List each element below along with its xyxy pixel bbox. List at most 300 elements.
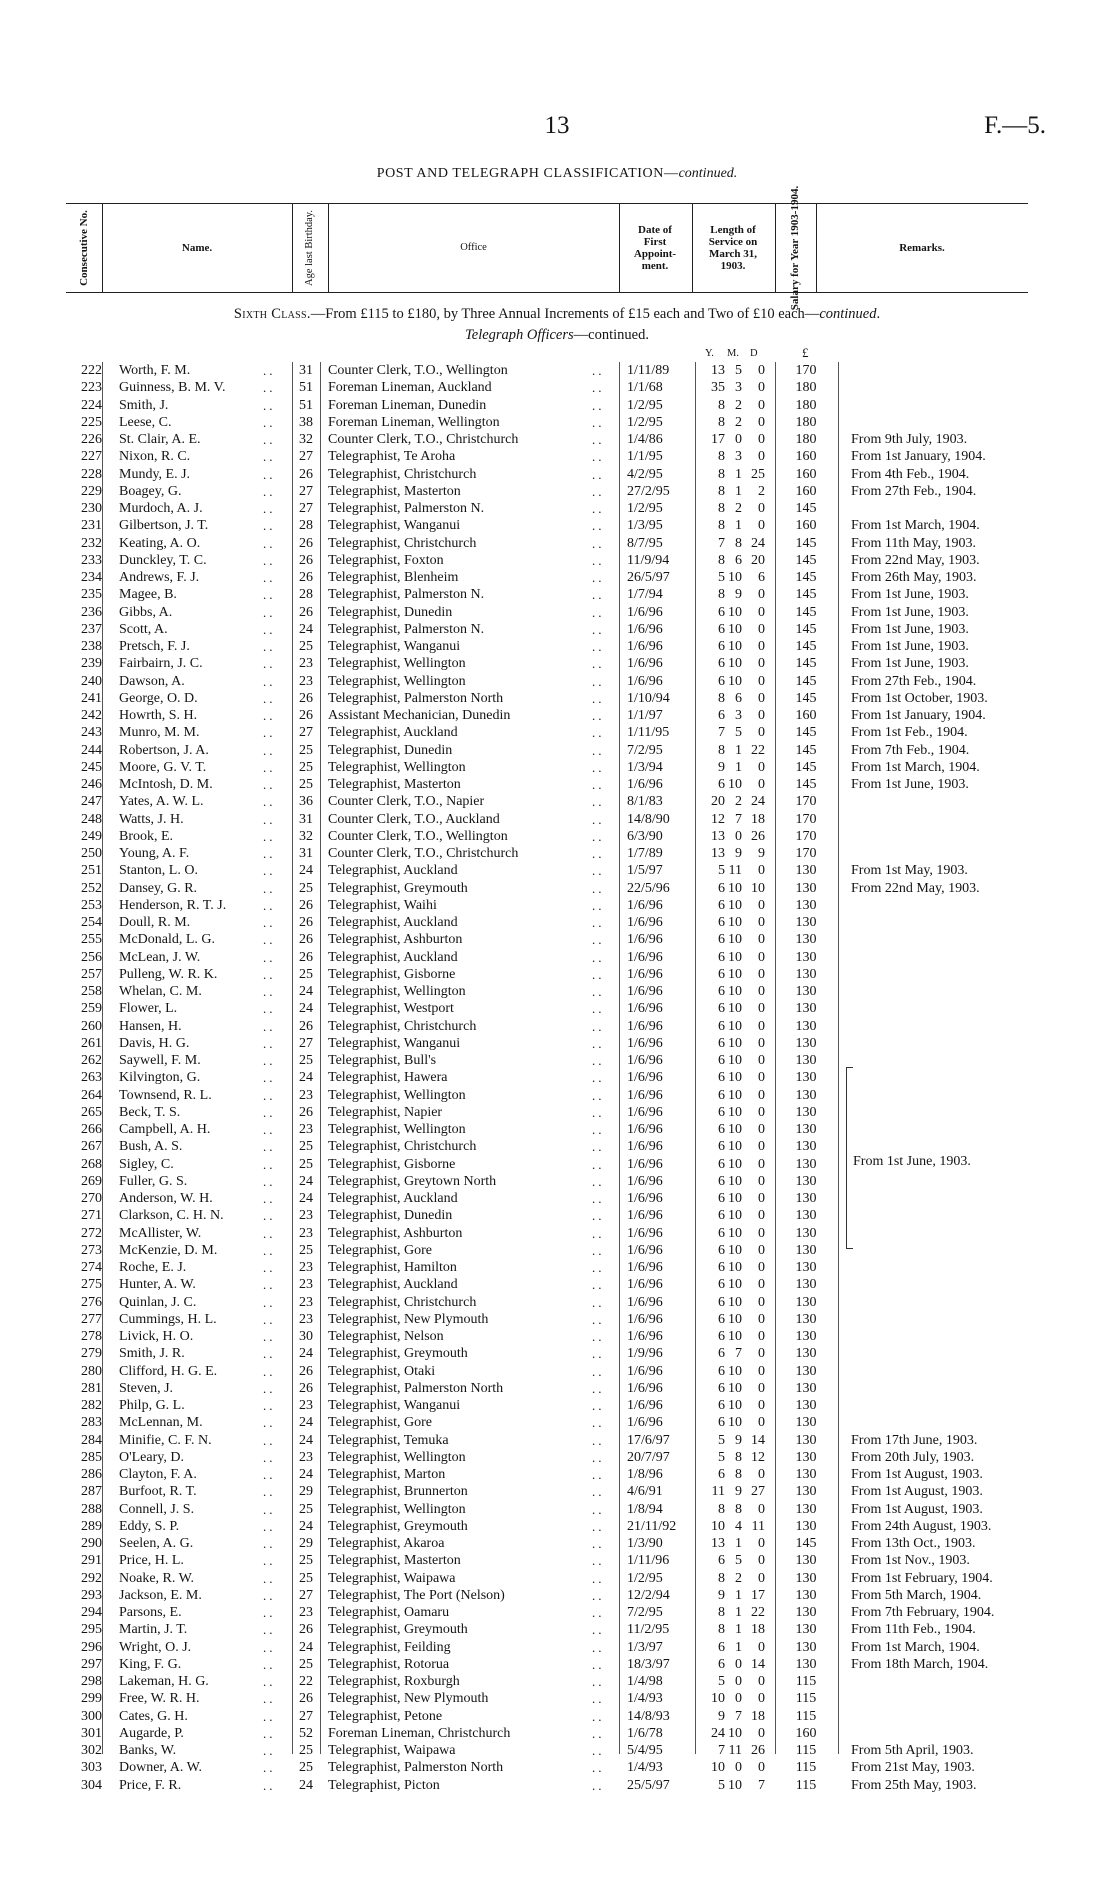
cell-office: Telegraphist, Te Aroha (328, 449, 456, 465)
cell-office: Telegraphist, Blenheim (328, 570, 459, 585)
cell-days: 0 (758, 1674, 765, 1689)
leader-dots: .. (263, 1708, 276, 1724)
cell-age: 24 (299, 1415, 313, 1431)
cell-name: Price, H. L. (119, 1553, 184, 1569)
table-row (0, 1294, 1114, 1311)
cell-name: Saywell, F. M. (119, 1053, 201, 1068)
table-row (0, 1725, 1114, 1742)
cell-age: 25 (299, 1501, 313, 1517)
cell-name: Pulleng, W. R. K. (119, 966, 218, 982)
cell-number: 222 (81, 363, 102, 378)
cell-salary: 160 (795, 466, 817, 482)
cell-years: 6 (718, 1173, 725, 1189)
cell-office: Telegraphist, New Plymouth (328, 1311, 489, 1327)
cell-salary: 145 (795, 777, 817, 792)
cell-days: 0 (758, 897, 765, 913)
cell-years: 6 (718, 621, 725, 637)
cell-months: 10 (728, 621, 742, 637)
cell-years: 5 (718, 1449, 725, 1465)
cell-number: 258 (81, 984, 102, 999)
cell-days: 0 (758, 1018, 765, 1034)
leader-dots: .. (592, 811, 605, 827)
cell-date: 5/4/95 (627, 1743, 663, 1758)
leader-dots: .. (263, 414, 276, 430)
table-row (0, 1414, 1114, 1431)
cell-days: 0 (758, 725, 765, 741)
cell-name: Minifie, C. F. N. (119, 1432, 212, 1448)
cell-number: 252 (81, 880, 102, 896)
table-row (0, 1173, 1114, 1190)
cell-number: 295 (81, 1622, 102, 1638)
cell-age: 30 (299, 1329, 313, 1344)
cell-years: 13 (711, 846, 725, 861)
table-row (0, 673, 1114, 690)
cell-name: St. Clair, A. E. (119, 432, 201, 447)
cell-years: 6 (718, 1104, 725, 1120)
cell-remarks: From 1st Feb., 1904. (851, 725, 968, 741)
cell-name: Martin, J. T. (119, 1622, 188, 1638)
cell-age: 29 (299, 1536, 313, 1551)
cell-office: Telegraphist, Auckland (328, 949, 458, 965)
cell-name: Worth, F. M. (119, 363, 191, 378)
table-row (0, 897, 1114, 914)
cell-days: 0 (758, 949, 765, 965)
cell-salary: 130 (795, 1035, 817, 1051)
cell-salary: 145 (795, 690, 817, 706)
cell-months: 0 (735, 1674, 742, 1689)
cell-office: Telegraphist, Petone (328, 1708, 443, 1724)
cell-months: 10 (728, 1311, 742, 1327)
leader-dots: .. (592, 1260, 605, 1275)
cell-name: Free, W. R. H. (119, 1691, 200, 1707)
leader-dots: .. (592, 1432, 605, 1448)
cell-name: Fairbairn, J. C. (119, 656, 203, 672)
cell-years: 6 (718, 1242, 725, 1258)
table-row (0, 1000, 1114, 1017)
cell-name: Scott, A. (119, 621, 168, 637)
leader-dots: .. (263, 466, 276, 482)
cell-age: 23 (299, 656, 313, 672)
cell-remarks: From 27th Feb., 1904. (851, 483, 977, 499)
cell-age: 23 (299, 1260, 313, 1275)
cell-office: Telegraphist, Masterton (328, 1553, 461, 1569)
cell-age: 24 (299, 1001, 313, 1017)
cell-date: 1/6/96 (627, 1104, 663, 1120)
cell-number: 288 (81, 1501, 102, 1517)
table-row (0, 914, 1114, 931)
cell-number: 228 (81, 466, 102, 482)
cell-number: 224 (81, 397, 102, 413)
cell-days: 0 (758, 1363, 765, 1379)
cell-name: Burfoot, R. T. (119, 1484, 197, 1500)
cell-remarks: From 1st August, 1903. (851, 1484, 983, 1500)
cell-years: 6 (718, 1156, 725, 1172)
cell-number: 303 (81, 1760, 102, 1776)
cell-salary: 130 (795, 1656, 817, 1672)
table-row (0, 638, 1114, 655)
cell-number: 291 (81, 1553, 102, 1569)
cell-months: 10 (728, 932, 742, 948)
cell-name: Magee, B. (119, 587, 177, 603)
cell-number: 268 (81, 1156, 102, 1172)
cell-salary: 160 (795, 518, 817, 534)
cell-date: 1/6/96 (627, 1191, 663, 1206)
cell-office: Counter Clerk, T.O., Christchurch (328, 846, 519, 861)
cell-name: Kilvington, G. (119, 1070, 201, 1086)
table-row (0, 1225, 1114, 1242)
cell-salary: 170 (795, 846, 817, 861)
cell-office: Telegraphist, Greymouth (328, 1518, 468, 1534)
leader-dots: .. (592, 1725, 605, 1741)
leader-dots: .. (263, 1674, 276, 1689)
table-row (0, 414, 1114, 431)
leader-dots: .. (592, 1156, 605, 1172)
table-row (0, 1052, 1114, 1069)
cell-days: 0 (758, 363, 765, 378)
leader-dots: .. (592, 1173, 605, 1189)
cell-age: 23 (299, 1449, 313, 1465)
cell-date: 8/1/83 (627, 794, 663, 810)
cell-number: 251 (81, 863, 102, 879)
cell-date: 1/6/96 (627, 656, 663, 672)
cell-name: Moore, G. V. T. (119, 759, 207, 775)
leader-dots: .. (263, 449, 276, 465)
cell-months: 1 (735, 1639, 742, 1655)
cell-number: 294 (81, 1605, 102, 1620)
cell-days: 0 (758, 777, 765, 792)
leader-dots: .. (263, 1329, 276, 1344)
cell-days: 0 (758, 932, 765, 948)
leader-dots: .. (592, 863, 605, 879)
cell-name: Campbell, A. H. (119, 1122, 211, 1137)
cell-days: 0 (758, 380, 765, 396)
cell-date: 1/6/96 (627, 1398, 663, 1413)
cell-age: 31 (299, 811, 313, 827)
leader-dots: .. (263, 1104, 276, 1120)
cell-salary: 130 (795, 1415, 817, 1431)
cell-office: Telegraphist, Wanganui (328, 1398, 461, 1413)
cell-name: Munro, M. M. (119, 725, 200, 741)
cell-years: 6 (718, 673, 725, 689)
cell-number: 243 (81, 725, 102, 741)
cell-remarks: From 1st June, 1903. (851, 639, 969, 654)
cell-date: 1/8/94 (627, 1501, 663, 1517)
cell-number: 261 (81, 1035, 102, 1051)
cell-number: 285 (81, 1449, 102, 1465)
cell-remarks: From 1st January, 1904. (851, 449, 986, 465)
cell-age: 26 (299, 1380, 313, 1396)
cell-days: 0 (758, 501, 765, 516)
table-row (0, 1190, 1114, 1207)
leader-dots: .. (263, 725, 276, 741)
cell-number: 304 (81, 1777, 102, 1793)
cell-date: 1/3/90 (627, 1536, 663, 1551)
cell-name: Stanton, L. O. (119, 863, 198, 879)
table-row (0, 966, 1114, 983)
cell-name: Andrews, F. J. (119, 570, 200, 585)
leader-dots: .. (263, 1656, 276, 1672)
cell-name: Young, A. F. (119, 846, 190, 861)
table-row (0, 1518, 1114, 1535)
cell-name: George, O. D. (119, 690, 198, 706)
cell-date: 1/6/96 (627, 1415, 663, 1431)
leader-dots: .. (592, 1122, 605, 1137)
cell-date: 1/6/96 (627, 915, 663, 930)
table-row (0, 1121, 1114, 1138)
cell-number: 277 (81, 1311, 102, 1327)
table-row (0, 776, 1114, 793)
leader-dots: .. (263, 639, 276, 654)
cell-years: 6 (718, 1053, 725, 1068)
leader-dots: .. (592, 1639, 605, 1655)
table-row (0, 1621, 1114, 1638)
cell-age: 25 (299, 1743, 313, 1758)
cell-date: 1/6/96 (627, 984, 663, 999)
table-row (0, 1466, 1114, 1483)
cell-months: 1 (735, 483, 742, 499)
cell-office: Telegraphist, Christchurch (328, 1018, 477, 1034)
cell-days: 0 (758, 1277, 765, 1293)
table-row (0, 448, 1114, 465)
cell-days: 0 (758, 1208, 765, 1224)
cell-age: 23 (299, 1398, 313, 1413)
cell-days: 0 (758, 1225, 765, 1241)
cell-months: 10 (728, 1363, 742, 1379)
cell-number: 301 (81, 1725, 102, 1741)
leader-dots: .. (263, 1191, 276, 1206)
cell-age: 24 (299, 863, 313, 879)
cell-months: 1 (735, 1605, 742, 1620)
table-row (0, 1242, 1114, 1259)
leader-dots: .. (592, 794, 605, 810)
cell-age: 24 (299, 1346, 313, 1362)
cell-number: 298 (81, 1674, 102, 1689)
cell-name: Murdoch, A. J. (119, 501, 203, 516)
cell-days: 9 (758, 846, 765, 861)
cell-days: 0 (758, 1415, 765, 1431)
cell-age: 26 (299, 604, 313, 620)
cell-name: Henderson, R. T. J. (119, 897, 227, 913)
leader-dots: .. (592, 932, 605, 948)
cell-months: 10 (728, 1294, 742, 1310)
cell-salary: 130 (795, 1294, 817, 1310)
leader-dots: .. (263, 1173, 276, 1189)
leader-dots: .. (263, 1536, 276, 1551)
cell-months: 10 (728, 1173, 742, 1189)
leader-dots: .. (263, 915, 276, 930)
cell-date: 1/6/96 (627, 1311, 663, 1327)
cell-salary: 180 (795, 397, 817, 413)
cell-name: Anderson, W. H. (119, 1191, 213, 1206)
leader-dots: .. (263, 1467, 276, 1482)
cell-number: 266 (81, 1122, 102, 1137)
cell-salary: 130 (795, 1432, 817, 1448)
cell-salary: 130 (795, 966, 817, 982)
cell-remarks: From 17th June, 1903. (851, 1432, 978, 1448)
cell-months: 1 (735, 1622, 742, 1638)
cell-number: 245 (81, 759, 102, 775)
cell-name: Brook, E. (119, 828, 174, 844)
cell-date: 1/6/96 (627, 949, 663, 965)
header-age-label: Age last Birthday. (304, 209, 316, 287)
cell-date: 1/3/97 (627, 1639, 663, 1655)
cell-salary: 180 (795, 432, 817, 447)
leader-dots: .. (263, 1260, 276, 1275)
cell-salary: 115 (795, 1708, 817, 1724)
cell-days: 0 (758, 759, 765, 775)
table-row (0, 1069, 1114, 1086)
cell-months: 3 (735, 380, 742, 396)
leader-dots: .. (592, 1398, 605, 1413)
cell-office: Telegraphist, Wellington (328, 1449, 466, 1465)
cell-months: 10 (728, 1191, 742, 1206)
cell-name: Steven, J. (119, 1380, 174, 1396)
cell-days: 0 (758, 621, 765, 637)
cell-name: Townsend, R. L. (119, 1087, 212, 1103)
header-name-label: Name. (181, 242, 213, 254)
table-row (0, 397, 1114, 414)
cell-office: Telegraphist, Wellington (328, 1087, 466, 1103)
leader-dots: .. (263, 570, 276, 585)
cell-office: Telegraphist, Picton (328, 1777, 440, 1793)
cell-date: 1/4/93 (627, 1760, 663, 1776)
cell-salary: 145 (795, 604, 817, 620)
header-office (328, 204, 619, 292)
cell-salary: 130 (795, 1570, 817, 1586)
leader-dots: .. (263, 794, 276, 810)
cell-age: 23 (299, 1087, 313, 1103)
header-consecutive-no (66, 204, 102, 292)
cell-date: 1/1/95 (627, 449, 663, 465)
cell-salary: 130 (795, 1104, 817, 1120)
cell-name: Roche, E. J. (119, 1260, 187, 1275)
table-row (0, 535, 1114, 552)
cell-years: 12 (711, 811, 725, 827)
cell-years: 5 (718, 570, 725, 585)
cell-name: McLean, J. W. (119, 949, 201, 965)
leader-dots: .. (592, 1191, 605, 1206)
cell-age: 23 (299, 1122, 313, 1137)
leader-dots: .. (263, 1639, 276, 1655)
document-reference: F.—5. (984, 112, 1046, 139)
leader-dots: .. (263, 673, 276, 689)
cell-office: Telegraphist, Christchurch (328, 535, 477, 551)
cell-date: 7/2/95 (627, 742, 663, 758)
cell-office: Telegraphist, Hawera (328, 1070, 448, 1086)
cell-date: 1/5/97 (627, 863, 663, 879)
sub-heading-title: Telegraph Officers (465, 327, 574, 343)
cell-salary: 130 (795, 1484, 817, 1500)
cell-number: 232 (81, 535, 102, 551)
cell-years: 6 (718, 1001, 725, 1017)
cell-name: Robertson, J. A. (119, 742, 209, 758)
cell-name: Watts, J. H. (119, 811, 184, 827)
cell-age: 25 (299, 639, 313, 654)
header-salary-label: Salary for Year 1903-1904. (789, 185, 802, 311)
cell-years: 6 (718, 1329, 725, 1344)
cell-number: 230 (81, 501, 102, 516)
class-end: . (876, 306, 881, 322)
table-row (0, 1207, 1114, 1224)
cell-days: 20 (751, 552, 765, 568)
cell-remarks: From 1st June, 1903. (851, 621, 969, 637)
table-row (0, 811, 1114, 828)
cell-remarks: From 1st October, 1903. (851, 690, 988, 706)
cell-salary: 130 (795, 949, 817, 965)
table-row (0, 1552, 1114, 1569)
cell-salary: 160 (795, 708, 817, 723)
cell-months: 1 (735, 1587, 742, 1603)
cell-years: 6 (718, 1225, 725, 1241)
cell-age: 25 (299, 966, 313, 982)
cell-number: 237 (81, 621, 102, 637)
cell-office: Telegraphist, Akaroa (328, 1536, 445, 1551)
leader-dots: .. (592, 432, 605, 447)
cell-months: 10 (728, 1122, 742, 1137)
leader-dots: .. (263, 949, 276, 965)
cell-number: 276 (81, 1294, 102, 1310)
cell-name: Seelen, A. G. (119, 1536, 194, 1551)
cell-salary: 115 (795, 1691, 817, 1707)
cell-days: 0 (758, 1294, 765, 1310)
cell-salary: 115 (795, 1743, 817, 1758)
cell-number: 282 (81, 1398, 102, 1413)
cell-number: 241 (81, 690, 102, 706)
cell-salary: 130 (795, 863, 817, 879)
cell-years: 6 (718, 1260, 725, 1275)
cell-date: 1/9/96 (627, 1346, 663, 1362)
cell-months: 0 (735, 1656, 742, 1672)
table-row (0, 845, 1114, 862)
leader-dots: .. (263, 1725, 276, 1741)
cell-days: 0 (758, 1156, 765, 1172)
cell-months: 0 (735, 432, 742, 447)
cell-years: 13 (711, 1536, 725, 1551)
leader-dots: .. (263, 1380, 276, 1396)
leader-dots: .. (263, 846, 276, 861)
leader-dots: .. (592, 1656, 605, 1672)
cell-years: 6 (718, 1639, 725, 1655)
cell-date: 1/6/96 (627, 621, 663, 637)
leader-dots: .. (263, 1570, 276, 1586)
leader-dots: .. (263, 1501, 276, 1517)
cell-number: 257 (81, 966, 102, 982)
leader-dots: .. (592, 1570, 605, 1586)
cell-age: 23 (299, 1208, 313, 1224)
cell-age: 26 (299, 1622, 313, 1638)
cell-days: 0 (758, 1346, 765, 1362)
cell-date: 1/6/96 (627, 1242, 663, 1258)
table-row (0, 1483, 1114, 1500)
cell-days: 0 (758, 518, 765, 534)
cell-years: 6 (718, 1277, 725, 1293)
table-row (0, 793, 1114, 810)
cell-age: 27 (299, 1035, 313, 1051)
leader-dots: .. (592, 639, 605, 654)
cell-remarks: From 1st May, 1903. (851, 863, 968, 879)
header-length-service (696, 204, 770, 292)
table-row (0, 1587, 1114, 1604)
cell-age: 26 (299, 570, 313, 585)
cell-office: Telegraphist, Gore (328, 1242, 432, 1258)
cell-remarks: From 5th March, 1904. (851, 1587, 982, 1603)
cell-remarks: From 20th July, 1903. (851, 1449, 975, 1465)
cell-salary: 130 (795, 1329, 817, 1344)
cell-days: 0 (758, 1501, 765, 1517)
table-row (0, 1759, 1114, 1776)
cell-office: Counter Clerk, T.O., Napier (328, 794, 485, 810)
cell-days: 10 (751, 880, 765, 896)
